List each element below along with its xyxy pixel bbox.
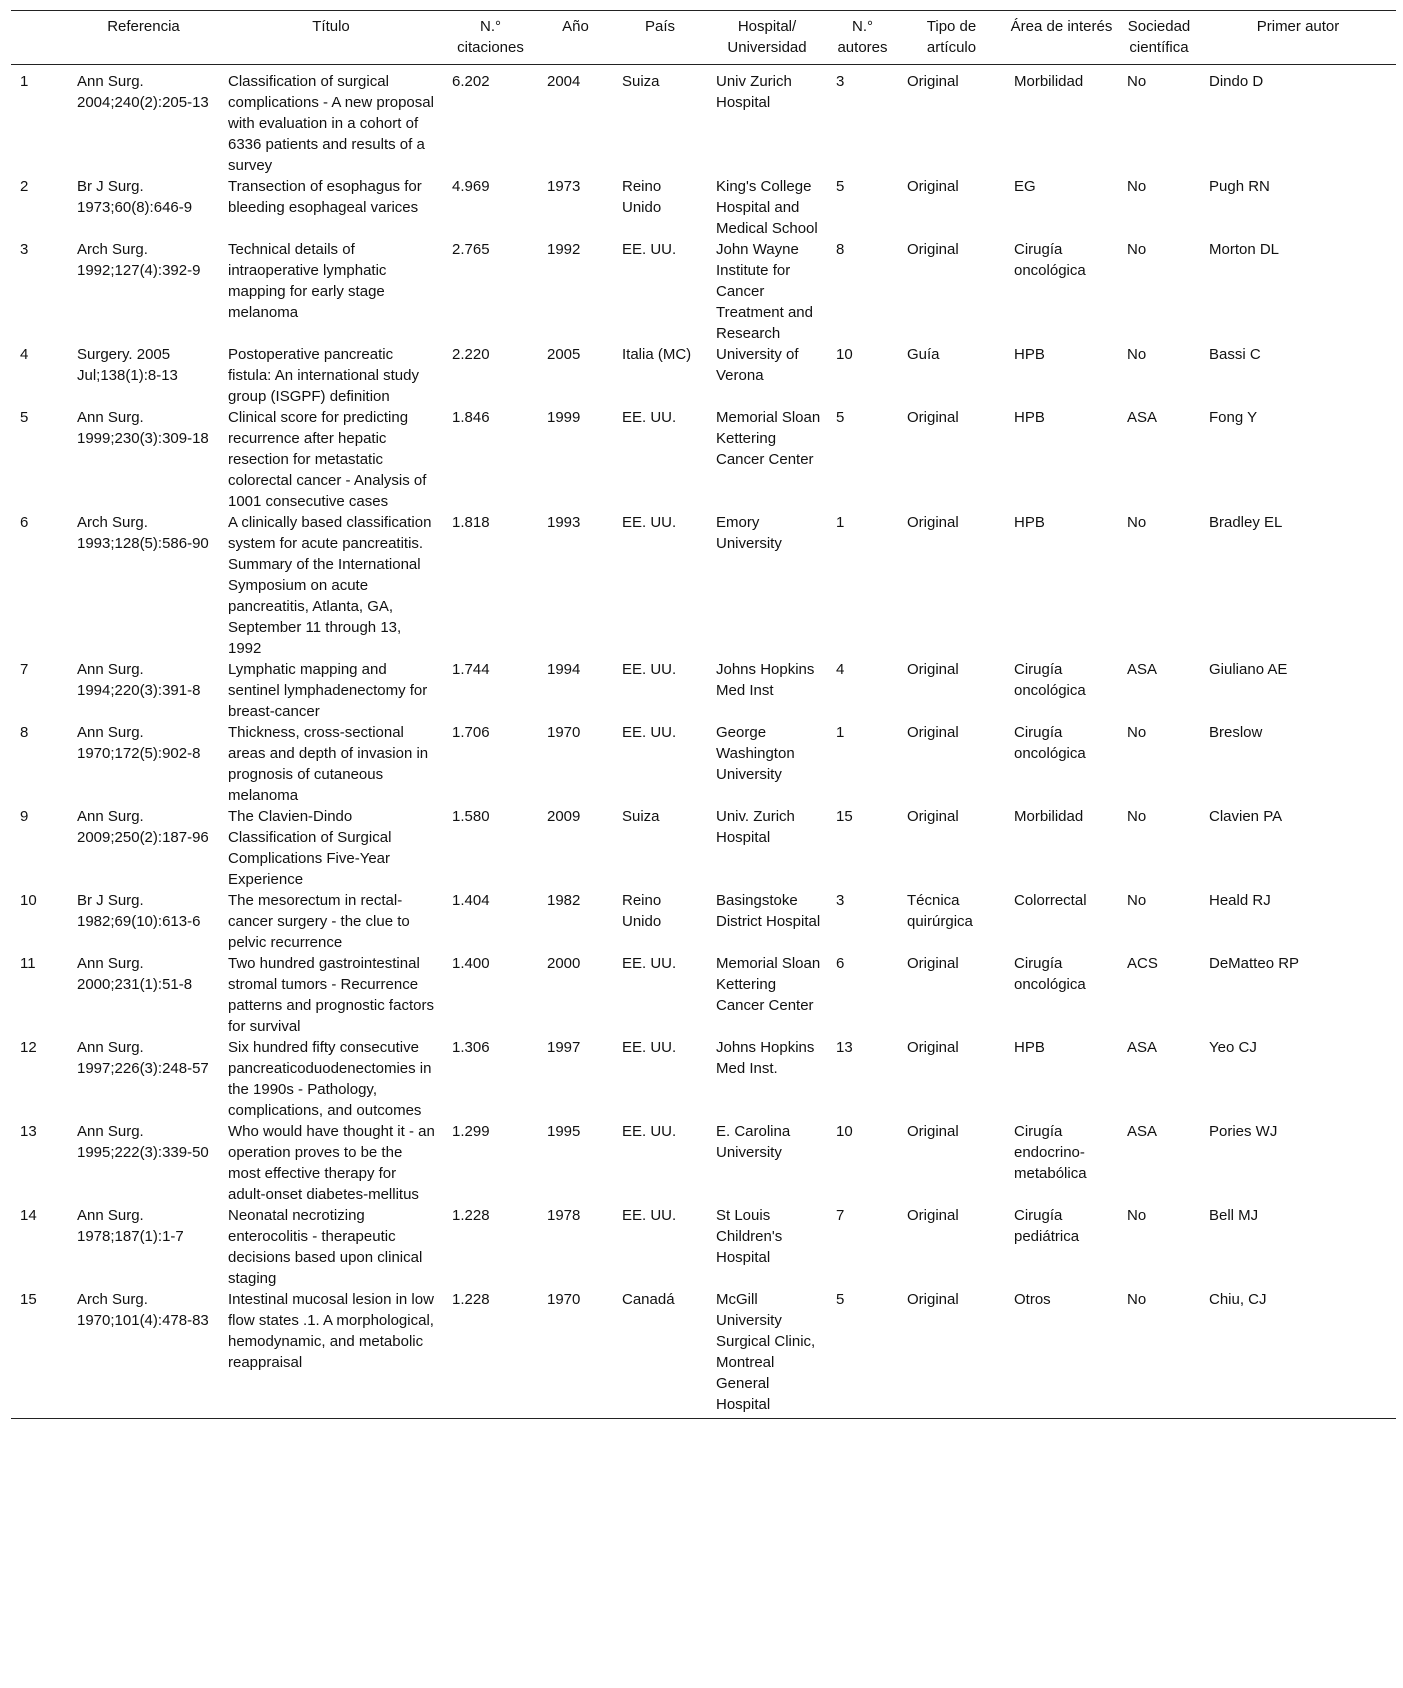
table-header bbox=[11, 11, 1396, 65]
cell-referencia: Arch Surg. 1992;127(4):392-9 bbox=[77, 241, 201, 279]
cell-titulo: Classification of surgical complications - A new proposal with evaluation in a cohort of 6336 patients and results of a survey bbox=[228, 73, 434, 174]
cell-citaciones: 2.765 bbox=[452, 241, 490, 258]
cell-autores: 5 bbox=[836, 409, 845, 426]
cell-tipo: Original bbox=[907, 409, 959, 426]
cell-hospital: University of Verona bbox=[716, 346, 799, 384]
cell-autores: 10 bbox=[836, 1123, 853, 1140]
cell-index: 7 bbox=[20, 661, 29, 678]
cell-autores: 10 bbox=[836, 346, 853, 363]
cell-index: 14 bbox=[20, 1207, 37, 1224]
cell-anio: 1992 bbox=[547, 241, 581, 258]
cell-tipo: Original bbox=[907, 514, 959, 531]
cell-sociedad: No bbox=[1127, 241, 1147, 258]
cell-area: Morbilidad bbox=[1014, 808, 1084, 825]
cell-titulo: A clinically based classification system for acute pancreatitis. Summary of the International Symposium on acute pancreatitis, Atlanta, GA, September 11 through 13, 1992 bbox=[228, 514, 432, 657]
cell-pais: Canadá bbox=[622, 1291, 675, 1308]
cell-anio: 1982 bbox=[547, 892, 581, 909]
cell-sociedad: No bbox=[1127, 1207, 1147, 1224]
header-tipo: Tipo de artículo bbox=[926, 18, 977, 56]
cell-tipo: Original bbox=[907, 73, 959, 90]
cell-autores: 7 bbox=[836, 1207, 845, 1224]
cell-referencia: Arch Surg. 1993;128(5):586-90 bbox=[77, 514, 209, 552]
cell-index: 10 bbox=[20, 892, 37, 909]
cell-hospital: Johns Hopkins Med Inst. bbox=[716, 1039, 815, 1077]
cell-hospital: Basingstoke District Hospital bbox=[716, 892, 821, 930]
cell-anio: 1973 bbox=[547, 178, 581, 195]
cell-primer-autor: Heald RJ bbox=[1209, 892, 1271, 909]
cell-tipo: Original bbox=[907, 1039, 959, 1056]
cell-primer-autor: Fong Y bbox=[1209, 409, 1258, 426]
cell-pais: EE. UU. bbox=[622, 955, 677, 972]
cell-hospital: Johns Hopkins Med Inst bbox=[716, 661, 815, 699]
cell-citaciones: 4.969 bbox=[452, 178, 490, 195]
cell-anio: 2005 bbox=[547, 346, 581, 363]
cell-referencia: Ann Surg. 1978;187(1):1-7 bbox=[77, 1207, 184, 1245]
cell-sociedad: ASA bbox=[1127, 661, 1158, 678]
cell-titulo: Lymphatic mapping and sentinel lymphadenectomy for breast-cancer bbox=[228, 661, 428, 720]
cell-anio: 1993 bbox=[547, 514, 581, 531]
cell-pais: Italia (MC) bbox=[622, 346, 692, 363]
table-row bbox=[11, 344, 1396, 407]
cell-citaciones: 1.299 bbox=[452, 1123, 490, 1140]
cell-primer-autor: DeMatteo RP bbox=[1209, 955, 1300, 972]
cell-sociedad: No bbox=[1127, 892, 1147, 909]
table-row bbox=[11, 806, 1396, 890]
table-row bbox=[11, 407, 1396, 512]
cell-hospital: McGill University Surgical Clinic, Montreal General Hospital bbox=[716, 1291, 816, 1413]
cell-tipo: Original bbox=[907, 1123, 959, 1140]
cell-referencia: Arch Surg. 1970;101(4):478-83 bbox=[77, 1291, 209, 1329]
cell-referencia: Ann Surg. 2009;250(2):187-96 bbox=[77, 808, 209, 846]
cell-tipo: Guía bbox=[907, 346, 940, 363]
cell-pais: Suiza bbox=[622, 73, 660, 90]
cell-index: 2 bbox=[20, 178, 29, 195]
cell-anio: 1999 bbox=[547, 409, 581, 426]
cell-anio: 1970 bbox=[547, 724, 581, 741]
cell-referencia: Ann Surg. 2004;240(2):205-13 bbox=[77, 73, 209, 111]
cell-sociedad: No bbox=[1127, 724, 1147, 741]
cell-autores: 15 bbox=[836, 808, 853, 825]
cell-area: EG bbox=[1014, 178, 1036, 195]
cell-hospital: Univ. Zurich Hospital bbox=[716, 808, 795, 846]
cell-area: Colorrectal bbox=[1014, 892, 1087, 909]
cell-index: 4 bbox=[20, 346, 29, 363]
cell-titulo: Clinical score for predicting recurrence after hepatic resection for metastatic colorectal cancer - Analysis of 1001 consecutive cases bbox=[228, 409, 427, 510]
header-hospital: Hospital/ Universidad bbox=[727, 18, 807, 56]
cell-primer-autor: Bassi C bbox=[1209, 346, 1261, 363]
cell-primer-autor: Chiu, CJ bbox=[1209, 1291, 1267, 1308]
cell-tipo: Original bbox=[907, 1207, 959, 1224]
cell-primer-autor: Yeo CJ bbox=[1209, 1039, 1257, 1056]
cell-citaciones: 1.580 bbox=[452, 808, 490, 825]
header-autores: N.° autores bbox=[837, 18, 888, 56]
cell-referencia: Ann Surg. 1994;220(3):391-8 bbox=[77, 661, 201, 699]
cell-citaciones: 1.846 bbox=[452, 409, 490, 426]
cell-area: HPB bbox=[1014, 1039, 1045, 1056]
cell-titulo: Intestinal mucosal lesion in low flow states .1. A morphological, hemodynamic, and metabolic reappraisal bbox=[228, 1291, 434, 1371]
cell-area: Cirugía endocrino-metabólica bbox=[1014, 1123, 1087, 1182]
cell-area: Cirugía pediátrica bbox=[1014, 1207, 1080, 1245]
cell-index: 13 bbox=[20, 1123, 37, 1140]
cell-primer-autor: Morton DL bbox=[1209, 241, 1280, 258]
cell-tipo: Original bbox=[907, 178, 959, 195]
cell-pais: EE. UU. bbox=[622, 409, 677, 426]
cell-anio: 1978 bbox=[547, 1207, 581, 1224]
cell-index: 5 bbox=[20, 409, 29, 426]
cell-pais: EE. UU. bbox=[622, 241, 677, 258]
cell-citaciones: 1.404 bbox=[452, 892, 490, 909]
cell-hospital: John Wayne Institute for Cancer Treatment and Research bbox=[716, 241, 813, 342]
table-row bbox=[11, 512, 1396, 659]
cell-referencia: Ann Surg. 1970;172(5):902-8 bbox=[77, 724, 201, 762]
cell-autores: 1 bbox=[836, 724, 845, 741]
cell-area: Otros bbox=[1014, 1291, 1051, 1308]
cell-hospital: George Washington University bbox=[716, 724, 795, 783]
cell-titulo: Two hundred gastrointestinal stromal tumors - Recurrence patterns and prognostic factors for survival bbox=[228, 955, 434, 1035]
header-row bbox=[11, 11, 1396, 65]
cell-autores: 5 bbox=[836, 1291, 845, 1308]
header-pais: País bbox=[644, 18, 675, 35]
cell-citaciones: 1.306 bbox=[452, 1039, 490, 1056]
header-referencia: Referencia bbox=[107, 18, 180, 35]
cell-referencia: Br J Surg. 1973;60(8):646-9 bbox=[77, 178, 193, 216]
table-row bbox=[11, 1121, 1396, 1205]
header-area: Área de interés bbox=[1010, 18, 1113, 35]
cell-anio: 1995 bbox=[547, 1123, 581, 1140]
cell-sociedad: No bbox=[1127, 178, 1147, 195]
cell-hospital: Memorial Sloan Kettering Cancer Center bbox=[716, 409, 821, 468]
cell-index: 11 bbox=[20, 955, 36, 972]
cell-pais: Reino Unido bbox=[622, 892, 662, 930]
cell-area: HPB bbox=[1014, 346, 1045, 363]
cell-tipo: Técnica quirúrgica bbox=[907, 892, 973, 930]
cell-sociedad: ASA bbox=[1127, 1039, 1158, 1056]
cell-primer-autor: Dindo D bbox=[1209, 73, 1264, 90]
cell-pais: EE. UU. bbox=[622, 661, 677, 678]
cell-area: Cirugía oncológica bbox=[1014, 955, 1086, 993]
cell-citaciones: 1.228 bbox=[452, 1291, 490, 1308]
cell-sociedad: No bbox=[1127, 1291, 1147, 1308]
cell-titulo: Postoperative pancreatic fistula: An international study group (ISGPF) definition bbox=[228, 346, 419, 405]
cell-autores: 1 bbox=[836, 514, 845, 531]
cell-titulo: Transection of esophagus for bleeding esophageal varices bbox=[228, 178, 422, 216]
cell-autores: 4 bbox=[836, 661, 845, 678]
table-row bbox=[11, 239, 1396, 344]
cell-index: 9 bbox=[20, 808, 29, 825]
cell-index: 3 bbox=[20, 241, 29, 258]
header-anio: Año bbox=[562, 18, 589, 35]
cell-autores: 8 bbox=[836, 241, 845, 258]
cell-hospital: E. Carolina University bbox=[716, 1123, 791, 1161]
cell-pais: Reino Unido bbox=[622, 178, 662, 216]
table-row bbox=[11, 65, 1396, 177]
cell-area: HPB bbox=[1014, 409, 1045, 426]
table-row bbox=[11, 1205, 1396, 1289]
cell-primer-autor: Giuliano AE bbox=[1209, 661, 1288, 678]
cell-referencia: Ann Surg. 1999;230(3):309-18 bbox=[77, 409, 209, 447]
table-row bbox=[11, 953, 1396, 1037]
cell-referencia: Ann Surg. 1997;226(3):248-57 bbox=[77, 1039, 209, 1077]
cell-anio: 1970 bbox=[547, 1291, 581, 1308]
cell-hospital: St Louis Children's Hospital bbox=[716, 1207, 783, 1266]
cell-index: 12 bbox=[20, 1039, 37, 1056]
cell-index: 6 bbox=[20, 514, 29, 531]
cell-autores: 6 bbox=[836, 955, 845, 972]
cell-tipo: Original bbox=[907, 724, 959, 741]
cell-sociedad: No bbox=[1127, 808, 1147, 825]
cell-citaciones: 1.818 bbox=[452, 514, 490, 531]
cell-pais: EE. UU. bbox=[622, 514, 677, 531]
cell-pais: EE. UU. bbox=[622, 1123, 677, 1140]
cell-citaciones: 1.706 bbox=[452, 724, 490, 741]
cell-titulo: The mesorectum in rectal-cancer surgery - the clue to pelvic recurrence bbox=[228, 892, 410, 951]
cell-anio: 2009 bbox=[547, 808, 581, 825]
cell-referencia: Ann Surg. 1995;222(3):339-50 bbox=[77, 1123, 209, 1161]
citations-table bbox=[11, 10, 1396, 1419]
cell-autores: 13 bbox=[836, 1039, 853, 1056]
cell-titulo: Six hundred fifty consecutive pancreaticoduodenectomies in the 1990s - Pathology, complications, and outcomes bbox=[228, 1039, 432, 1119]
cell-referencia: Br J Surg. 1982;69(10):613-6 bbox=[77, 892, 201, 930]
cell-pais: EE. UU. bbox=[622, 1207, 677, 1224]
cell-referencia: Ann Surg. 2000;231(1):51-8 bbox=[77, 955, 193, 993]
cell-area: Cirugía oncológica bbox=[1014, 724, 1086, 762]
cell-sociedad: ASA bbox=[1127, 409, 1158, 426]
cell-index: 15 bbox=[20, 1291, 37, 1308]
cell-titulo: Thickness, cross-sectional areas and depth of invasion in prognosis of cutaneous melanoma bbox=[228, 724, 429, 804]
table-row bbox=[11, 176, 1396, 239]
cell-citaciones: 2.220 bbox=[452, 346, 490, 363]
cell-hospital: Memorial Sloan Kettering Cancer Center bbox=[716, 955, 821, 1014]
cell-anio: 1994 bbox=[547, 661, 581, 678]
cell-area: HPB bbox=[1014, 514, 1045, 531]
cell-primer-autor: Pugh RN bbox=[1209, 178, 1270, 195]
cell-autores: 3 bbox=[836, 73, 845, 90]
cell-tipo: Original bbox=[907, 1291, 959, 1308]
cell-titulo: The Clavien-Dindo Classification of Surgical Complications Five-Year Experience bbox=[228, 808, 392, 888]
cell-referencia: Surgery. 2005 Jul;138(1):8-13 bbox=[77, 346, 178, 384]
cell-area: Cirugía oncológica bbox=[1014, 661, 1086, 699]
header-titulo: Título bbox=[312, 18, 350, 35]
cell-autores: 3 bbox=[836, 892, 845, 909]
cell-autores: 5 bbox=[836, 178, 845, 195]
cell-primer-autor: Pories WJ bbox=[1209, 1123, 1278, 1140]
cell-titulo: Neonatal necrotizing enterocolitis - therapeutic decisions based upon clinical staging bbox=[228, 1207, 423, 1287]
cell-anio: 2000 bbox=[547, 955, 581, 972]
cell-citaciones: 1.400 bbox=[452, 955, 490, 972]
cell-sociedad: No bbox=[1127, 514, 1147, 531]
table-row bbox=[11, 1037, 1396, 1121]
cell-tipo: Original bbox=[907, 955, 959, 972]
cell-titulo: Who would have thought it - an operation proves to be the most effective therapy for adult-onset diabetes-mellitus bbox=[228, 1123, 435, 1203]
cell-primer-autor: Clavien PA bbox=[1209, 808, 1283, 825]
cell-area: Morbilidad bbox=[1014, 73, 1084, 90]
cell-tipo: Original bbox=[907, 808, 959, 825]
cell-citaciones: 6.202 bbox=[452, 73, 490, 90]
table-row bbox=[11, 1289, 1396, 1419]
cell-hospital: King's College Hospital and Medical School bbox=[716, 178, 818, 237]
cell-pais: EE. UU. bbox=[622, 1039, 677, 1056]
table-row bbox=[11, 722, 1396, 806]
cell-area: Cirugía oncológica bbox=[1014, 241, 1086, 279]
table-body bbox=[11, 65, 1396, 1419]
cell-sociedad: No bbox=[1127, 346, 1147, 363]
header-citaciones: N.° citaciones bbox=[457, 18, 524, 56]
cell-citaciones: 1.744 bbox=[452, 661, 490, 678]
cell-sociedad: ASA bbox=[1127, 1123, 1158, 1140]
cell-tipo: Original bbox=[907, 661, 959, 678]
cell-anio: 2004 bbox=[547, 73, 581, 90]
cell-primer-autor: Breslow bbox=[1209, 724, 1263, 741]
header-primer-autor: Primer autor bbox=[1256, 18, 1340, 35]
cell-pais: Suiza bbox=[622, 808, 660, 825]
table-row bbox=[11, 890, 1396, 953]
cell-sociedad: ACS bbox=[1127, 955, 1158, 972]
cell-primer-autor: Bradley EL bbox=[1209, 514, 1283, 531]
cell-pais: EE. UU. bbox=[622, 724, 677, 741]
header-sociedad: Sociedad científica bbox=[1127, 18, 1191, 56]
cell-tipo: Original bbox=[907, 241, 959, 258]
cell-hospital: Emory University bbox=[716, 514, 782, 552]
table-row bbox=[11, 659, 1396, 722]
cell-index: 8 bbox=[20, 724, 29, 741]
cell-anio: 1997 bbox=[547, 1039, 581, 1056]
cell-citaciones: 1.228 bbox=[452, 1207, 490, 1224]
header-index bbox=[11, 11, 68, 65]
cell-primer-autor: Bell MJ bbox=[1209, 1207, 1259, 1224]
cell-hospital: Univ Zurich Hospital bbox=[716, 73, 792, 111]
cell-titulo: Technical details of intraoperative lymphatic mapping for early stage melanoma bbox=[228, 241, 387, 321]
cell-index: 1 bbox=[20, 73, 29, 90]
cell-sociedad: No bbox=[1127, 73, 1147, 90]
